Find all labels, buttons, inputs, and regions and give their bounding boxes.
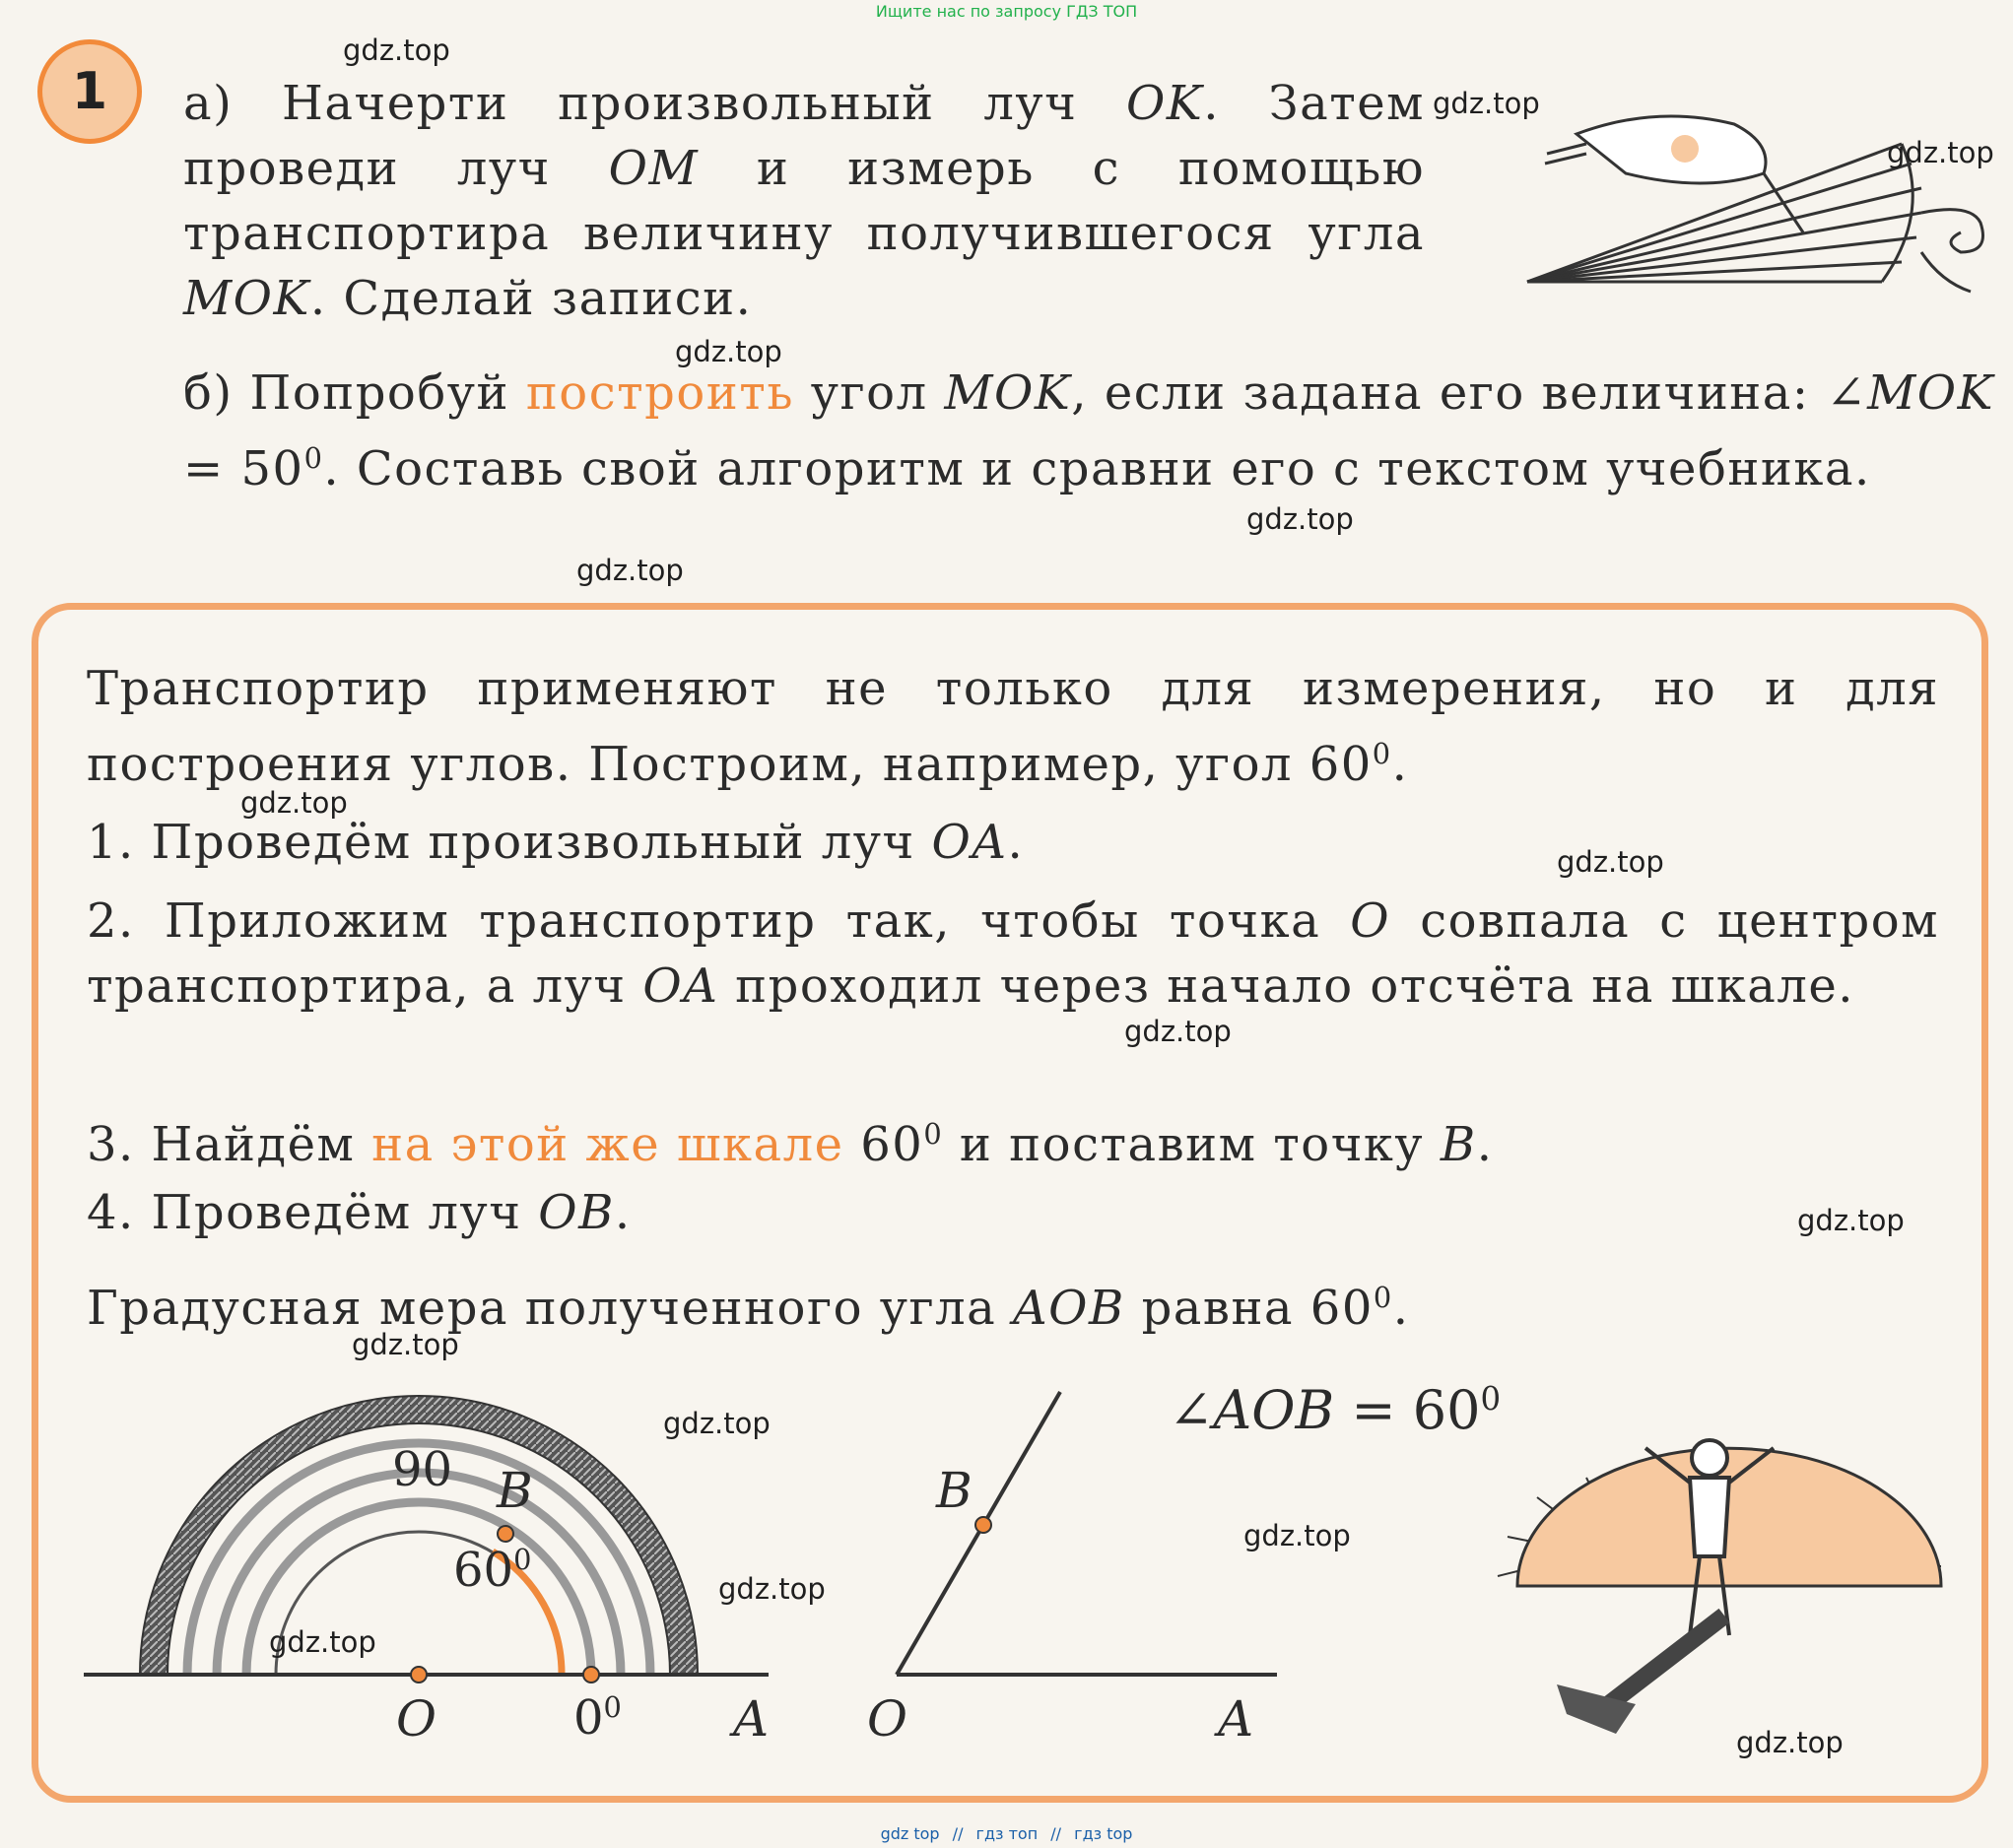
- link-separator: //: [1050, 1824, 1062, 1843]
- protractor-point-b: B: [497, 1462, 533, 1519]
- rule-intro: Транспортир применяют не только для измерения, но и для построения углов. Построим, например, угол $60^0$.: [87, 661, 1939, 792]
- watermark: gdz.top: [576, 554, 684, 587]
- task-number-badge: 1: [37, 39, 142, 144]
- protractor-label-90: 90: [392, 1442, 453, 1497]
- task-part-b: б) Попробуй построить угол MOK, если задана его величина: ∠MOK = $50^0$. Составь свой алгоритм и сравни его с текстом учебника.: [183, 365, 1994, 496]
- link-gdz-top-ru[interactable]: гдз топ: [975, 1824, 1039, 1843]
- watermark: gdz.top: [1797, 1204, 1905, 1237]
- link-separator: //: [952, 1824, 964, 1843]
- watermark: gdz.top: [352, 1328, 459, 1361]
- angle-point-o: O: [867, 1690, 907, 1748]
- umbrella-mouse-illustration: [1508, 85, 2000, 311]
- rule-conclusion: Градусная мера полученного угла AOB равна $60^0$.: [87, 1281, 1410, 1336]
- protractor-label-0: $0^0$: [573, 1690, 622, 1746]
- watermark: gdz.top: [1246, 502, 1354, 536]
- watermark: gdz.top: [1736, 1726, 1844, 1759]
- watermark: gdz.top: [240, 786, 348, 820]
- task-text: [183, 71, 1425, 331]
- protractor-point-a: A: [733, 1690, 770, 1748]
- top-banner[interactable]: Ищите нас по запросу ГДЗ ТОП: [875, 2, 1138, 21]
- watermark: gdz.top: [1433, 87, 1540, 120]
- watermark: gdz.top: [343, 33, 450, 67]
- watermark: gdz.top: [718, 1572, 826, 1606]
- angle-point-a: A: [1218, 1690, 1254, 1748]
- watermark: gdz.top: [1243, 1519, 1351, 1552]
- protractor-label-60: $60^0$: [453, 1543, 532, 1598]
- rule-step-2: 2. Приложим транспортир так, чтобы точка O совпала с центром транспортира, а луч OA проходил через начало отсчёта на шкале.: [87, 893, 1939, 1014]
- link-gdz-top[interactable]: gdz top: [880, 1824, 940, 1843]
- rule-step-4: 4. Проведём луч OB.: [87, 1185, 632, 1240]
- angle-point-b: B: [936, 1462, 973, 1519]
- rule-step-1: 1. Проведём произвольный луч OA.: [87, 815, 1025, 870]
- watermark: gdz.top: [663, 1407, 771, 1440]
- rule-step-3: 3. Найдём на этой же шкале $60^0$ и поставим точку B.: [87, 1117, 1494, 1172]
- watermark: gdz.top: [1887, 136, 1994, 169]
- watermark: gdz.top: [675, 335, 782, 368]
- task-part-a: а) Начерти произвольный луч OK. Затем проведи луч OM и измерь с помощью транспортира величину получившегося угла MOK. Сделай записи.: [183, 76, 1426, 326]
- person-on-protractor-illustration: [1478, 1419, 1971, 1753]
- angle-equation: ∠AOB = $60^0$: [1169, 1379, 1502, 1441]
- watermark: gdz.top: [269, 1625, 376, 1659]
- bottom-links: [0, 1824, 2013, 1843]
- link-gdz-top-mixed[interactable]: гдз top: [1074, 1824, 1133, 1843]
- watermark: gdz.top: [1124, 1015, 1232, 1048]
- watermark: gdz.top: [1557, 845, 1664, 879]
- protractor-point-o: O: [396, 1690, 436, 1748]
